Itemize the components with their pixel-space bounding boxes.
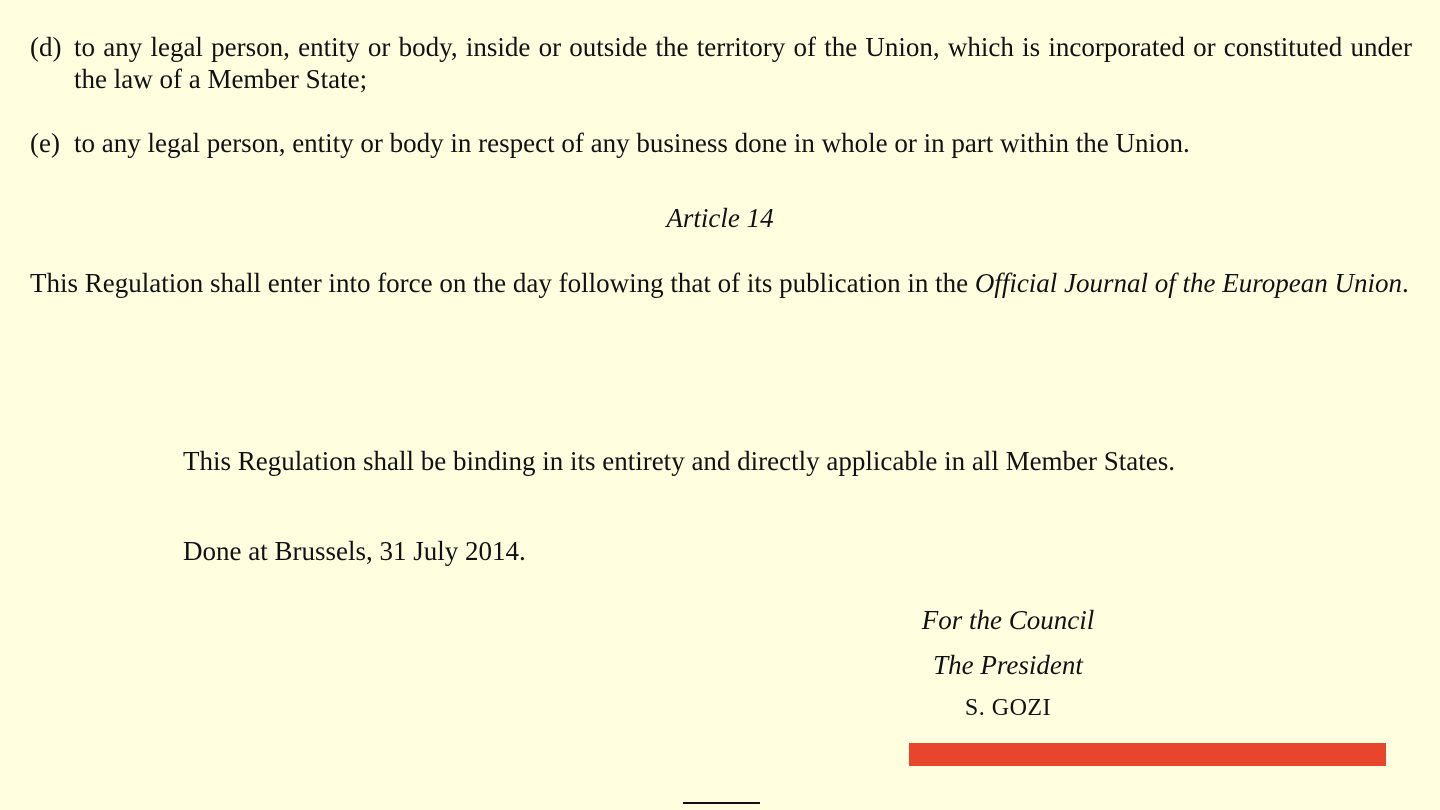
article-heading: Article 14 <box>666 203 774 233</box>
list-item-text: to any legal person, entity or body, inside or outside the territory of the Union, which is incorporated or constituted under the law of a Member State; <box>74 32 1412 94</box>
list-item-d <box>30 31 1412 95</box>
signature-role: The President <box>933 650 1083 680</box>
signature-body: For the Council <box>921 605 1095 635</box>
article-text-after: . <box>1402 268 1409 298</box>
list-item-e <box>30 127 1412 159</box>
article-text-before: This Regulation shall enter into force on the day following that of its publication in the <box>30 268 975 298</box>
article-paragraph <box>30 267 1412 299</box>
list-item-label: (d) <box>30 32 62 62</box>
binding-statement: This Regulation shall be binding in its entirety and directly applicable in all Member States. <box>183 446 1176 476</box>
end-rule-divider <box>683 802 760 804</box>
journal-title: Official Journal of the European Union <box>974 268 1403 298</box>
list-item-label: (e) <box>30 128 60 158</box>
signature-name: S. GOZI <box>964 695 1052 721</box>
list-item-text: to any legal person, entity or body in respect of any business done in whole or in part within the Union. <box>74 128 1190 158</box>
done-at-statement: Done at Brussels, 31 July 2014. <box>183 536 526 566</box>
highlight-bar <box>909 743 1386 766</box>
